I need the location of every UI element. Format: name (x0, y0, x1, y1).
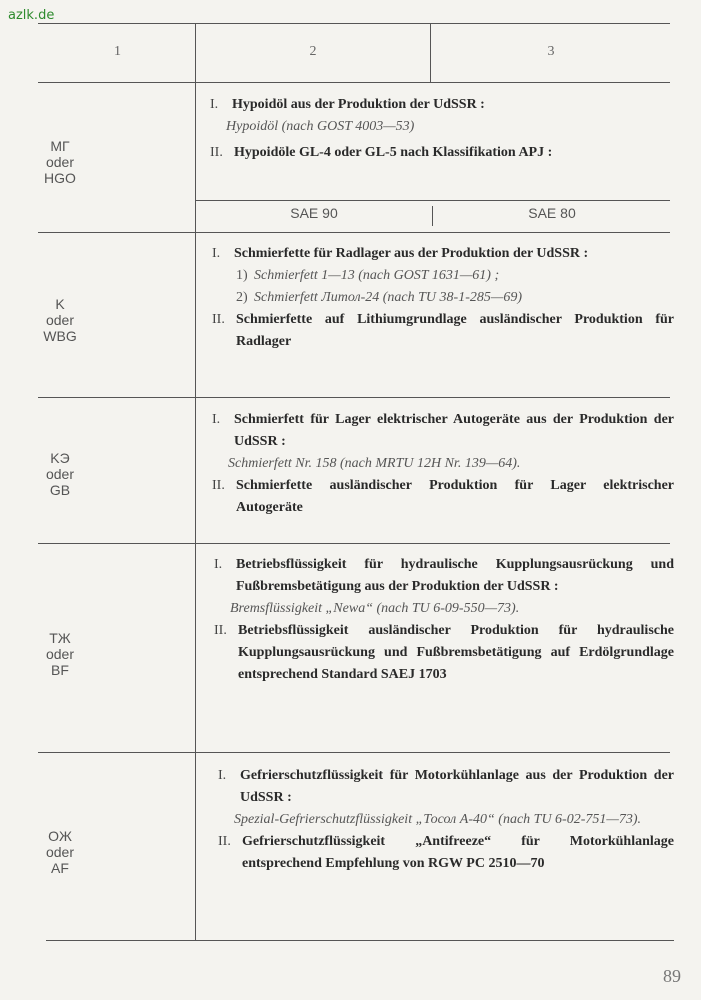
item-marker: II. (218, 834, 231, 849)
table-top-rule (38, 23, 670, 24)
row-code (40, 828, 80, 876)
item-text: Schmierfett Литол-24 (nach TU 38-1-285—69) (254, 290, 522, 305)
row-rule (38, 543, 670, 544)
watermark-text: azlk.de (8, 8, 55, 23)
row-code (40, 138, 80, 186)
list-item: Hypoidöl (nach GOST 4003—53) (226, 119, 415, 134)
item-marker: 2) (236, 290, 248, 305)
row-rule (38, 752, 670, 753)
header-col-2: 2 (309, 44, 317, 59)
list-item: Spezial-Gefrierschutzflüssigkeit „Тосол A-40“ (nach TU 6-02-751—73). (234, 812, 641, 827)
list-item (212, 309, 674, 353)
code-line: KЭ (50, 450, 70, 466)
list-item (212, 265, 674, 287)
code-line: oder (45, 646, 75, 662)
item-marker: II. (212, 312, 225, 327)
item-marker: I. (218, 768, 227, 783)
list-item (214, 554, 674, 598)
row-rule (38, 232, 670, 233)
row-rule (38, 397, 670, 398)
list-item (218, 765, 674, 809)
code-line: oder (45, 844, 75, 860)
row-code (40, 630, 80, 678)
list-item (212, 475, 674, 519)
item-text: Schmierfette ausländischer Produktion für Lager elektrischer Autogeräte (236, 478, 674, 515)
list-item (218, 831, 674, 875)
list-item: Bremsflüssigkeit „Newa“ (nach TU 6-09-550—73). (230, 601, 520, 616)
page-number: 89 (663, 966, 681, 986)
row-description (212, 409, 674, 519)
sae-top-rule (196, 200, 670, 201)
row-description (212, 243, 674, 353)
header-col-1: 1 (114, 44, 121, 59)
col-divider-1 (195, 23, 196, 940)
item-text: Hypoidöl aus der Produktion der UdSSR : (232, 97, 485, 112)
code-line: oder (45, 154, 75, 170)
list-item (214, 620, 674, 686)
header-bottom-rule (38, 82, 670, 83)
list-item: Schmierfett Nr. 158 (nach MRTU 12H Nr. 139—64). (228, 456, 521, 471)
code-line: GB (49, 482, 71, 498)
item-text: Gefrierschutzflüssigkeit „Antifreeze“ für Motorkühlanlage entsprechend Empfehlung von RGW PC 2510—70 (242, 834, 674, 871)
list-item (212, 409, 674, 453)
item-text: Hypoidöle GL-4 oder GL-5 nach Klassifikation APJ : (234, 145, 553, 160)
sae-grade-left: SAE 90 (290, 205, 338, 221)
item-marker: I. (212, 246, 221, 261)
code-line: BF (51, 662, 69, 678)
code-line: TЖ (49, 630, 71, 646)
item-marker: 1) (236, 268, 248, 283)
row-description (210, 94, 674, 164)
row-description (214, 554, 674, 686)
code-line: AF (51, 860, 69, 876)
item-text: Schmierfette für Radlager aus der Produktion der UdSSR : (234, 246, 589, 261)
item-marker: II. (210, 145, 223, 160)
code-line: OЖ (48, 828, 72, 844)
list-item (212, 287, 674, 309)
sae-grade-right: SAE 80 (528, 205, 576, 221)
code-line: K (55, 296, 65, 312)
header-col-3: 3 (547, 44, 555, 59)
table-bottom-rule (46, 940, 674, 941)
list-item (210, 94, 674, 116)
item-marker: I. (210, 97, 219, 112)
item-text: Betriebsflüssigkeit für hydraulische Kupplungsausrückung und Fußbremsbetätigung aus der Produktion der UdSSR : (236, 557, 674, 594)
code-line: oder (45, 312, 75, 328)
item-text: Schmierfett 1—13 (nach GOST 1631—61) ; (254, 268, 500, 283)
item-marker: I. (214, 557, 223, 572)
item-marker: I. (212, 412, 221, 427)
item-text: Schmierfett für Lager elektrischer Autogeräte aus der Produktion der UdSSR : (234, 412, 674, 449)
row-code (40, 450, 80, 498)
item-text: Betriebsflüssigkeit ausländischer Produktion für hydraulische Kupplungsausrückung und Fußbremsbetätigung auf Erdölgrundlage entsprechend Standard SAEJ 1703 (238, 623, 674, 682)
row-code (40, 296, 80, 344)
code-line: MГ (50, 138, 70, 154)
list-item (210, 142, 674, 164)
code-line: oder (45, 466, 75, 482)
item-text: Schmierfette auf Lithiumgrundlage ausländischer Produktion für Radlager (236, 312, 674, 349)
code-line: WBG (43, 328, 77, 344)
row-description (218, 765, 674, 875)
code-line: HGO (44, 170, 76, 186)
list-item (212, 243, 674, 265)
item-marker: II. (214, 623, 227, 638)
item-marker: II. (212, 478, 225, 493)
item-text: Gefrierschutzflüssigkeit für Motorkühlanlage aus der Produktion der UdSSR : (240, 768, 674, 805)
